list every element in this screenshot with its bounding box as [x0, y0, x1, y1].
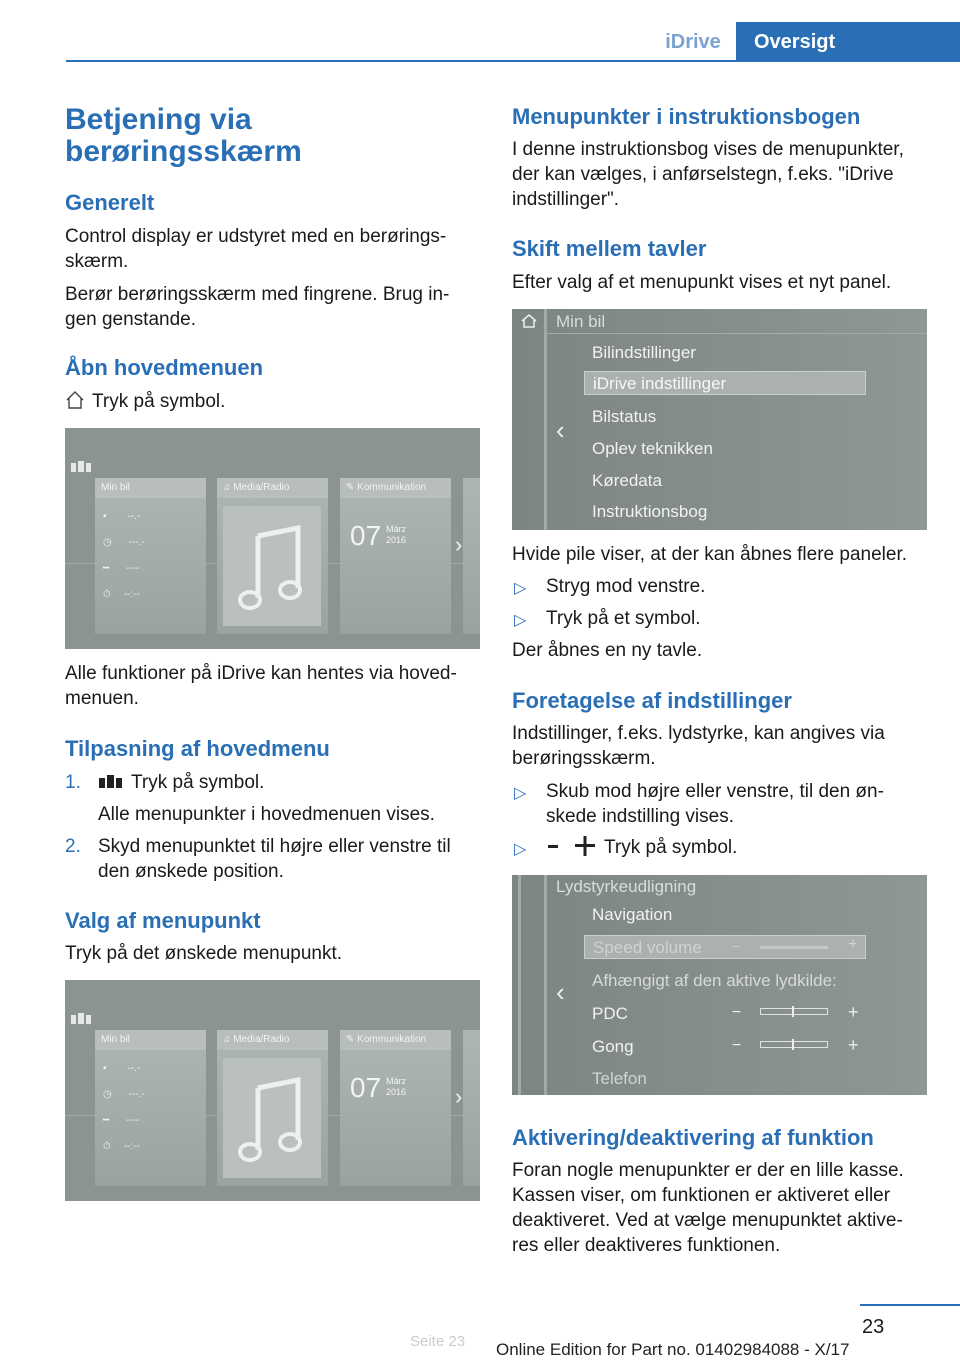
bullet-triangle-icon: ▷	[514, 612, 527, 629]
foretagelse-bullet1-line2: skede indstilling vises.	[546, 806, 734, 827]
bullet-stryg: Stryg mod venstre.	[546, 576, 706, 597]
pdc-minus[interactable]: −	[732, 1004, 742, 1021]
tile-min-bil[interactable]	[95, 1030, 206, 1186]
page-title-line2: berøringsskærm	[65, 135, 302, 168]
tile-row-3: ━ ----	[103, 1115, 140, 1126]
menu-title: Min bil	[556, 312, 606, 331]
menupunkter-line1: I denne instruktionsbog vises de menupunkter,	[512, 139, 904, 160]
chevron-left-icon[interactable]: ‹	[556, 415, 565, 445]
speed-volume-plus[interactable]: +	[848, 936, 858, 953]
sound-item-afhaengigt: Afhængigt af den aktive lydkilde:	[592, 971, 837, 990]
plus-icon	[574, 836, 596, 856]
date-day: 07	[350, 1072, 382, 1103]
tab-oversigt[interactable]: Oversigt	[736, 22, 960, 62]
step-number-2: 2.	[65, 836, 81, 857]
skift-text: Efter valg af et menupunkt vises et nyt panel.	[512, 272, 892, 293]
sound-item-telefon[interactable]: Telefon	[592, 1069, 647, 1088]
menu-arrange-icon	[70, 458, 92, 474]
music-note-icon	[223, 506, 321, 626]
tile-min-bil	[95, 478, 206, 634]
heading-valg: Valg af menupunkt	[65, 908, 261, 933]
generelt-p1-line1: Control display er udstyret med en berørings‐	[65, 226, 447, 247]
footer-rule	[860, 1304, 960, 1306]
ny-tavle-text: Der åbnes en ny tavle.	[512, 640, 703, 661]
aktivering-line3: deaktiveret. Ved at vælge menupunktet aktive‐	[512, 1210, 903, 1231]
after-screen-line1: Alle funktioner på iDrive kan hentes via hoved‐	[65, 663, 457, 684]
heading-aktivering: Aktivering/deaktivering af funktion	[512, 1125, 874, 1150]
tile-partial	[463, 1030, 480, 1186]
menu-item-koeredata[interactable]: Køredata	[592, 471, 662, 490]
menu-item-oplev-teknikken[interactable]: Oplev teknikken	[592, 439, 713, 458]
menu-item-idrive-indstillinger[interactable]: iDrive indstillinger	[584, 371, 866, 395]
heading-skift: Skift mellem tavler	[512, 236, 707, 261]
gong-plus[interactable]: +	[848, 1035, 859, 1055]
tile-row-1: ▪ --.-	[103, 1063, 141, 1074]
tile-kommunikation-label: ✎ Kommunikation	[340, 478, 451, 498]
heading-foretagelse: Foretagelse af indstillinger	[512, 688, 792, 713]
minus-icon	[546, 838, 560, 854]
step-number-1: 1.	[65, 772, 81, 793]
tab-idrive[interactable]: iDrive	[665, 30, 721, 53]
pile-text: Hvide pile viser, at der kan åbnes flere paneler.	[512, 544, 908, 565]
foretagelse-line2: berøringsskærm.	[512, 748, 656, 769]
chevron-right-icon: ›	[455, 532, 463, 557]
menu-item-instruktionsbog[interactable]: Instruktionsbog	[592, 502, 708, 521]
pdc-plus[interactable]: +	[848, 1002, 859, 1022]
tile-min-bil-label: Min bil	[95, 478, 206, 498]
bullet-tryk: Tryk på et symbol.	[546, 608, 701, 629]
tile-media-radio-label: ♫ Media/Radio	[217, 478, 328, 498]
tile-media-radio	[217, 478, 328, 634]
sound-item-speed-volume[interactable]: Speed volume	[584, 935, 866, 959]
generelt-p2-line1: Berør berøringsskærm med fingrene. Brug in‐	[65, 284, 450, 305]
chevron-left-icon[interactable]: ‹	[556, 977, 565, 1007]
sound-title: Lydstyrkeudligning	[556, 877, 697, 896]
generelt-p2-line2: gen genstande.	[65, 309, 197, 330]
heading-generelt: Generelt	[65, 190, 155, 215]
step-1-result: Alle menupunkter i hovedmenuen vises.	[98, 804, 435, 825]
pdc-slider[interactable]	[760, 1008, 828, 1015]
date-month: März	[386, 524, 406, 534]
speed-volume-slider[interactable]	[760, 946, 828, 949]
music-note-icon	[223, 1058, 321, 1178]
sound-item-navigation[interactable]: Navigation	[592, 905, 673, 924]
step-2-line2: den ønskede position.	[98, 861, 284, 882]
tile-media-radio-label: ♫ Media/Radio	[217, 1030, 328, 1050]
aktivering-line1: Foran nogle menupunkter er der en lille kasse.	[512, 1160, 904, 1181]
menu-item-bilindstillinger[interactable]: Bilindstillinger	[592, 343, 696, 362]
sound-item-pdc[interactable]: PDC	[592, 1004, 628, 1023]
step-2-line1: Skyd menupunktet til højre eller venstre til	[98, 836, 451, 857]
home-icon	[65, 390, 85, 410]
gong-slider[interactable]	[760, 1041, 828, 1048]
tile-media-radio[interactable]	[217, 1030, 328, 1186]
tile-row-2: ◷ ---.-	[103, 1089, 145, 1100]
date-month: März	[386, 1076, 406, 1086]
sound-item-gong[interactable]: Gong	[592, 1037, 634, 1056]
step-1-text: Tryk på symbol.	[131, 772, 265, 793]
date-day: 07	[350, 520, 382, 551]
home-icon[interactable]	[520, 313, 538, 329]
tile-kommunikation-label: ✎ Kommunikation	[340, 1030, 451, 1050]
date-year: 2016	[386, 1087, 407, 1097]
foretagelse-bullet2: Tryk på symbol.	[604, 837, 738, 858]
menu-arrange-icon	[98, 772, 124, 790]
tile-row-4: ⏱ --:--	[103, 1141, 140, 1152]
menu-arrange-icon	[70, 1010, 92, 1026]
after-screen-line2: menuen.	[65, 688, 139, 709]
idrive-mainmenu-screenshot-2	[65, 980, 480, 1201]
tile-row-2: ◷ ---.-	[103, 537, 145, 548]
tile-row-4: ⏱ --:--	[103, 589, 140, 600]
idrive-mainmenu-screenshot	[65, 428, 480, 649]
aktivering-line2: Kassen viser, om funktionen er aktiveret eller	[512, 1185, 891, 1206]
tile-partial	[463, 478, 480, 634]
date-year: 2016	[386, 535, 407, 545]
menupunkter-line2: der kan vælges, i anførselstegn, f.eks. "iDrive	[512, 164, 894, 185]
tile-row-1: ▪ --.-	[103, 511, 141, 522]
foretagelse-line1: Indstillinger, f.eks. lydstyrke, kan angives via	[512, 723, 885, 744]
edition-note: Online Edition for Part no. 01402984088 - X/17	[496, 1340, 850, 1359]
bullet-triangle-icon: ▷	[514, 785, 527, 802]
page-title-line1: Betjening via	[65, 103, 252, 136]
menupunkter-line3: indstillinger".	[512, 189, 620, 210]
aabn-text: Tryk på symbol.	[92, 391, 226, 412]
header-rule	[66, 60, 960, 62]
foretagelse-bullet1-line1: Skub mod højre eller venstre, til den øn‐	[546, 781, 884, 802]
heading-tilpasning: Tilpasning af hovedmenu	[65, 736, 330, 761]
chevron-right-icon[interactable]: ›	[455, 1084, 463, 1109]
generelt-p1-line2: skærm.	[65, 251, 129, 272]
heading-menupunkter: Menupunkter i instruktionsbogen	[512, 104, 861, 129]
aktivering-line4: res eller deaktiveres funktionen.	[512, 1235, 781, 1256]
watermark-seite: Seite 23	[410, 1333, 466, 1350]
gong-minus[interactable]: −	[732, 1037, 742, 1054]
min-bil-menu-screenshot	[512, 309, 927, 530]
bullet-triangle-icon: ▷	[514, 841, 527, 858]
tile-min-bil-label: Min bil	[95, 1030, 206, 1050]
tile-kommunikation	[340, 478, 451, 634]
menu-item-bilstatus[interactable]: Bilstatus	[592, 407, 657, 426]
bullet-triangle-icon: ▷	[514, 580, 527, 597]
speed-volume-minus[interactable]: −	[732, 938, 741, 954]
tile-row-3: ━ ----	[103, 563, 140, 574]
lydstyrkeudligning-screenshot	[512, 875, 927, 1095]
page-number: 23	[862, 1316, 885, 1338]
tile-kommunikation[interactable]	[340, 1030, 451, 1186]
heading-aabn-hovedmenuen: Åbn hovedmenuen	[65, 355, 264, 380]
valg-text: Tryk på det ønskede menupunkt.	[65, 943, 343, 964]
